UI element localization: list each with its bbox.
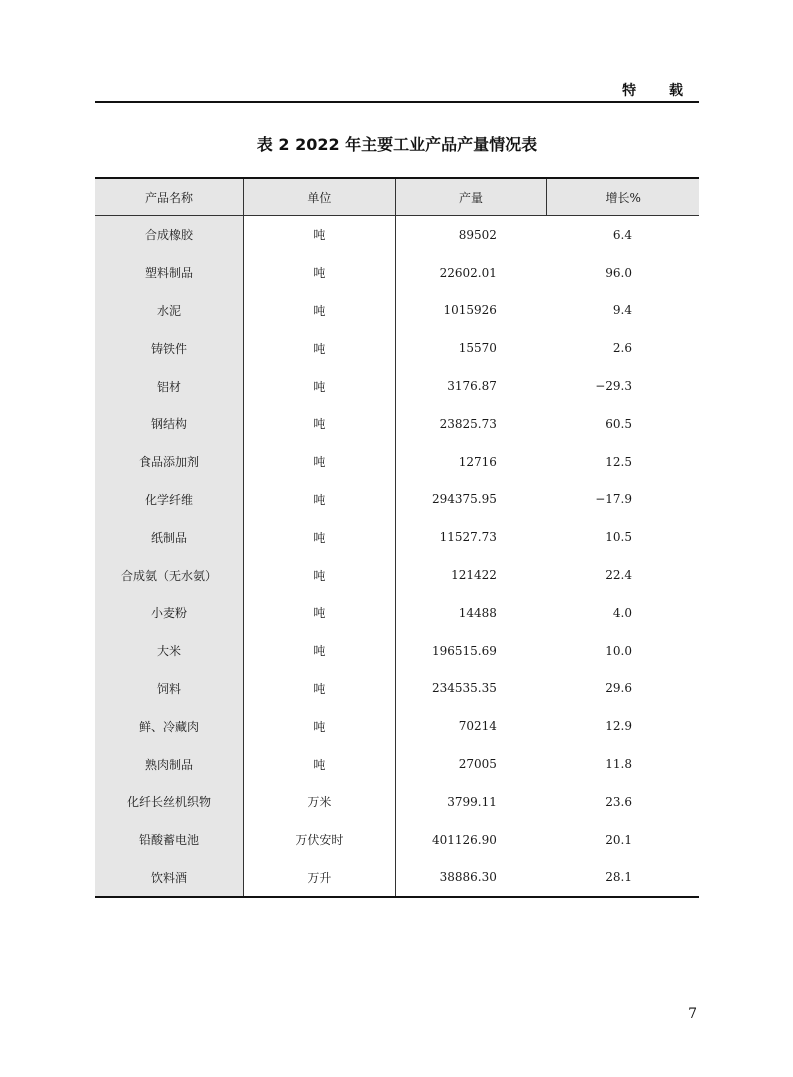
cell-output: 121422 [451, 568, 497, 583]
column-header-growth: 增长% [547, 178, 699, 216]
cell-output: 196515.69 [431, 643, 497, 658]
cell-product-name: 鲜、冷藏肉 [95, 707, 243, 745]
cell-growth: 11.8 [605, 757, 632, 772]
cell-unit: 万升 [243, 859, 395, 898]
cell-unit: 吨 [243, 481, 395, 519]
cell-product-name: 小麦粉 [95, 594, 243, 632]
table-row [95, 367, 699, 405]
table-row [95, 745, 699, 783]
cell-growth: 6.4 [612, 227, 632, 242]
cell-unit: 吨 [243, 405, 395, 443]
cell-unit: 万米 [243, 783, 395, 821]
table-row [95, 518, 699, 556]
cell-product-name: 铅酸蓄电池 [95, 821, 243, 859]
cell-growth: 96.0 [605, 265, 632, 280]
cell-unit: 吨 [243, 594, 395, 632]
table-row [95, 707, 699, 745]
cell-output: 23825.73 [439, 416, 497, 431]
cell-growth: 10.5 [605, 530, 632, 545]
table-row [95, 821, 699, 859]
cell-unit: 吨 [243, 518, 395, 556]
cell-growth: 60.5 [605, 416, 632, 431]
cell-growth: 20.1 [605, 832, 632, 847]
cell-growth: 28.1 [605, 870, 632, 885]
cell-growth: 23.6 [605, 794, 632, 809]
cell-output: 3176.87 [447, 379, 497, 394]
table-row [95, 481, 699, 519]
cell-unit: 吨 [243, 216, 395, 254]
cell-output: 1015926 [443, 303, 497, 318]
cell-product-name: 化纤长丝机织物 [95, 783, 243, 821]
cell-output: 234535.35 [431, 681, 497, 696]
cell-product-name: 水泥 [95, 292, 243, 330]
cell-growth: 22.4 [605, 568, 632, 583]
cell-growth: 12.9 [605, 719, 632, 734]
column-header-unit: 单位 [243, 178, 395, 216]
cell-product-name: 钢结构 [95, 405, 243, 443]
table-row [95, 405, 699, 443]
cell-output: 3799.11 [447, 794, 497, 809]
table-row [95, 292, 699, 330]
table-row [95, 556, 699, 594]
cell-product-name: 合成氨（无水氨） [95, 556, 243, 594]
cell-unit: 吨 [243, 632, 395, 670]
cell-product-name: 铝材 [95, 367, 243, 405]
cell-output: 70214 [458, 719, 497, 734]
cell-product-name: 铸铁件 [95, 329, 243, 367]
cell-output: 401126.90 [431, 832, 497, 847]
table-row [95, 670, 699, 708]
cell-product-name: 化学纤维 [95, 481, 243, 519]
page-number: 7 [688, 1006, 697, 1022]
column-header-name: 产品名称 [95, 178, 243, 216]
cell-unit: 吨 [243, 443, 395, 481]
table-row [95, 329, 699, 367]
cell-product-name: 纸制品 [95, 518, 243, 556]
cell-growth: −29.3 [595, 379, 632, 394]
table-row [95, 859, 699, 898]
cell-growth: 2.6 [612, 341, 632, 356]
section-label: 特 载 [622, 83, 697, 99]
table-row [95, 783, 699, 821]
cell-growth: −17.9 [595, 492, 632, 507]
cell-unit: 吨 [243, 292, 395, 330]
cell-output: 294375.95 [431, 492, 497, 507]
cell-output: 38886.30 [439, 870, 497, 885]
table-row [95, 632, 699, 670]
table-row [95, 254, 699, 292]
cell-output: 12716 [458, 454, 497, 469]
cell-output: 11527.73 [439, 530, 497, 545]
production-table [95, 177, 699, 898]
table-header-row [95, 178, 699, 216]
cell-output: 22602.01 [439, 265, 497, 280]
cell-product-name: 塑料制品 [95, 254, 243, 292]
cell-output: 15570 [458, 341, 497, 356]
cell-growth: 10.0 [605, 643, 632, 658]
cell-unit: 吨 [243, 367, 395, 405]
cell-output: 89502 [458, 227, 497, 242]
cell-product-name: 合成橡胶 [95, 216, 243, 254]
cell-product-name: 饲料 [95, 670, 243, 708]
column-header-output: 产量 [395, 178, 547, 216]
cell-growth: 12.5 [605, 454, 632, 469]
cell-unit: 万伏安时 [243, 821, 395, 859]
cell-growth: 29.6 [605, 681, 632, 696]
cell-product-name: 食品添加剂 [95, 443, 243, 481]
header-rule [95, 101, 699, 103]
cell-unit: 吨 [243, 556, 395, 594]
cell-product-name: 大米 [95, 632, 243, 670]
table-row [95, 216, 699, 254]
cell-growth: 4.0 [612, 605, 632, 620]
table-row [95, 443, 699, 481]
cell-unit: 吨 [243, 254, 395, 292]
table-body [95, 216, 699, 898]
cell-unit: 吨 [243, 329, 395, 367]
cell-unit: 吨 [243, 670, 395, 708]
cell-growth: 9.4 [612, 303, 632, 318]
table-title: 表 2 2022 年主要工业产品产量情况表 [256, 135, 538, 154]
cell-output: 14488 [458, 605, 497, 620]
cell-unit: 吨 [243, 745, 395, 783]
table-row [95, 594, 699, 632]
cell-product-name: 饮料酒 [95, 859, 243, 898]
cell-product-name: 熟肉制品 [95, 745, 243, 783]
cell-output: 27005 [458, 757, 497, 772]
cell-unit: 吨 [243, 707, 395, 745]
